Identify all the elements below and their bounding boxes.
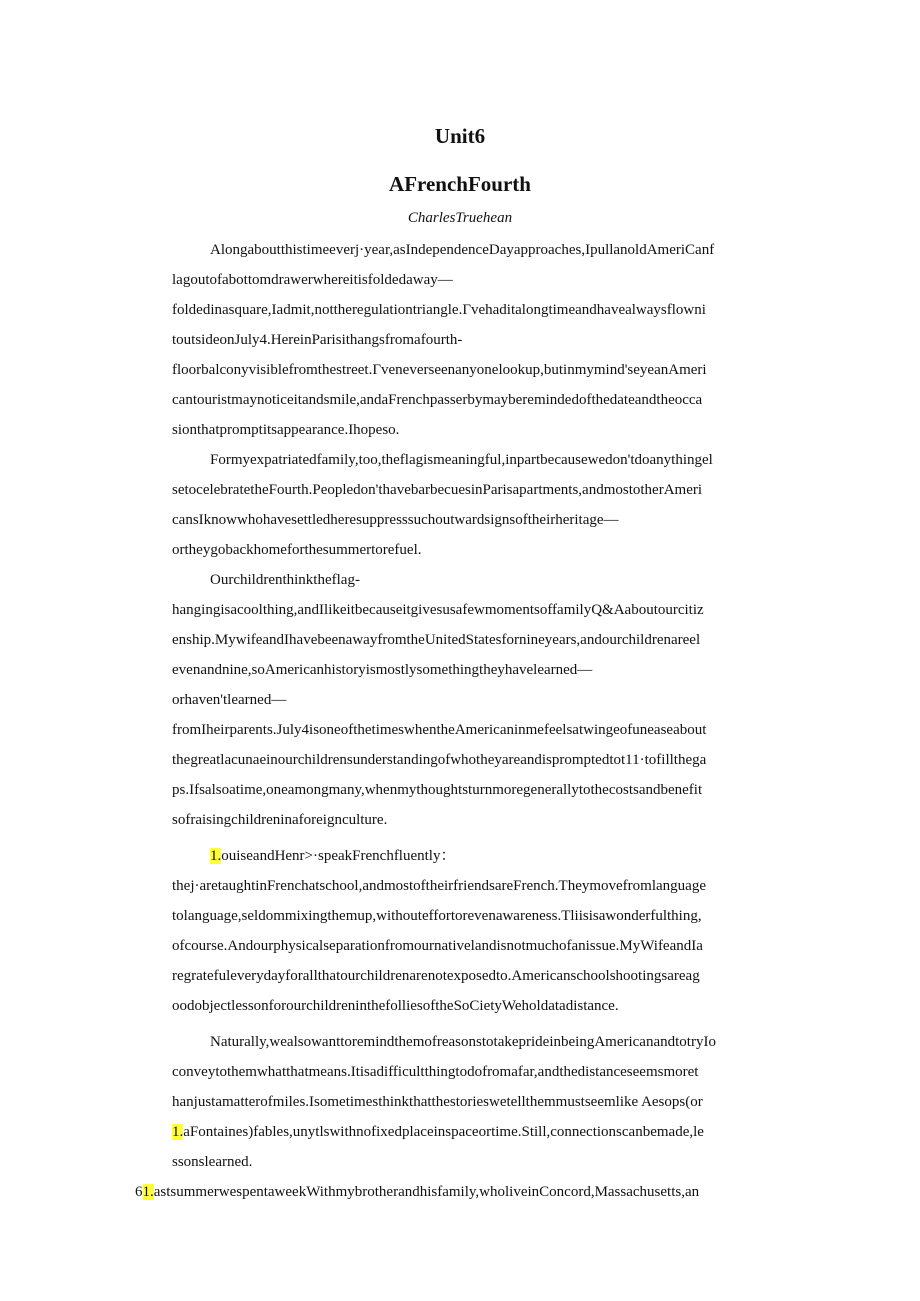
article-title: AFrenchFourth xyxy=(389,172,531,196)
unit-heading: Unit6 xyxy=(434,124,486,148)
text-line: floorbalconyvisiblefromthestreet.Γveneverseenanyonelookup,butinmymind'seyeanAmeri xyxy=(172,362,707,378)
text-line: lagoutofabottomdrawerwhereitisfoldedaway— xyxy=(172,272,453,288)
text-line: conveytothemwhatthatmeans.Itisadifficultthingtodofromafar,andthedistanceseemsmoret xyxy=(172,1064,699,1080)
text-line xyxy=(172,1117,792,1147)
text-line: tolanguage,seldommixingthemup,withouteffortorevenawareness.Tliisisawonderfulthing, xyxy=(172,908,702,924)
paragraph-4 xyxy=(172,841,792,1021)
text-line: ssonslearned. xyxy=(172,1154,253,1170)
text-line: enship.MywifeandIhavebeenawayfromtheUnitedStatesfornineyears,andourchildrenareel xyxy=(172,632,701,648)
paragraph-5 xyxy=(172,1027,792,1177)
text-line: fromIheirparents.July4isoneofthetimeswhentheAmericaninmefeelsatwingeofuneaseabout xyxy=(172,722,707,738)
highlight-marker: 1. xyxy=(142,1184,154,1200)
text-line: cantouristmaynoticeitandsmile,andaFrenchpasserbymayberemindedofthedateandtheocca xyxy=(172,392,703,408)
author-name: CharlesTruehean xyxy=(407,210,513,226)
text-line: Naturally,wealsowanttoremindthemofreasonstotakeprideinbeingAmericanandtotryIo xyxy=(210,1034,716,1050)
text-span: astsummerwespentaweekWithmybrotherandhisfamily,wholiveinConcord,Massachusetts,an xyxy=(153,1184,700,1200)
text-line: sionthatpromptitsappearance.Ihopeso. xyxy=(172,422,400,438)
article-body xyxy=(135,235,792,1207)
text-line: foldedinasquare,Iadmit,nottheregulationtriangle.Γvehaditalongtimeandhavealwaysflowni xyxy=(172,302,706,318)
text-line: hangingisacoolthing,andIlikeitbecauseitgivesusafewmomentsoffamilyQ&Aaboutourcitiz xyxy=(172,602,704,618)
text-line: cansIknowwhohavesettledheresuppresssuchoutwardsignsoftheirheritage— xyxy=(172,512,619,528)
text-line: regratefuleverydayforallthatourchildrenarenotexposedto.Americanschoolshootingsareag xyxy=(172,968,700,984)
text-line: Ourchildrenthinktheflag- xyxy=(210,572,360,588)
text-line: Alongaboutthistimeeverj·year,asIndependenceDayapproaches,IpullanoldAmeriCanf xyxy=(210,242,715,258)
text-line: evenandnine,soAmericanhistoryismostlysomethingtheyhavelearned— xyxy=(172,662,593,678)
text-span: aFontaines)fables,unytlswithnofixedplaceinspaceortime.Still,connectionscanbemade,le xyxy=(183,1124,704,1140)
last-line xyxy=(135,1177,792,1207)
text-span: ouiseandHenr>·speakFrenchfluently： xyxy=(221,848,456,864)
text-span: 6 xyxy=(135,1184,143,1200)
text-line: toutsideonJuly4.HereinParisithangsfromafourth- xyxy=(172,332,463,348)
paragraph-2 xyxy=(172,445,792,565)
text-line: ortheygobackhomeforthesummertorefuel. xyxy=(172,542,422,558)
text-line xyxy=(172,841,792,871)
paragraph-1 xyxy=(172,235,792,445)
text-line: Formyexpatriatedfamily,too,theflagismeaningful,inpartbecausewedon'tdoanythingel xyxy=(210,452,713,468)
highlight-marker: 1. xyxy=(210,848,222,864)
highlight-marker: 1. xyxy=(172,1124,184,1140)
text-line: orhaven'tlearned— xyxy=(172,692,287,708)
text-line: oodobjectlessonforourchildreninthefolliesoftheSoCietyWeholdatadistance. xyxy=(172,998,619,1014)
paragraph-3 xyxy=(172,565,792,835)
text-line: ofcourse.Andourphysicalseparationfromournativelandisnotmuchofanissue.MyWifeandIa xyxy=(172,938,703,954)
text-line: setocelebratetheFourth.Peopledon'thavebarbecuesinParisapartments,andmostotherAmeri xyxy=(172,482,703,498)
text-line: thegreatlacunaeinourchildrensunderstandingofwhotheyareandispromptedtot11·tofillthega xyxy=(172,752,707,768)
text-line: thej·aretaughtinFrenchatschool,andmostoftheirfriendsareFrench.Theymovefromlanguage xyxy=(172,878,706,894)
text-line: sofraisingchildreninaforeignculture. xyxy=(172,812,388,828)
text-line: ps.Ifsalsoatime,oneamongmany,whenmythoughtsturnmoregenerallytothecostsandbenefit xyxy=(172,782,703,798)
text-line: hanjustamatterofmiles.Isometimesthinkthatthestorieswetellthemmustseemlike Aesops(or xyxy=(172,1094,703,1110)
